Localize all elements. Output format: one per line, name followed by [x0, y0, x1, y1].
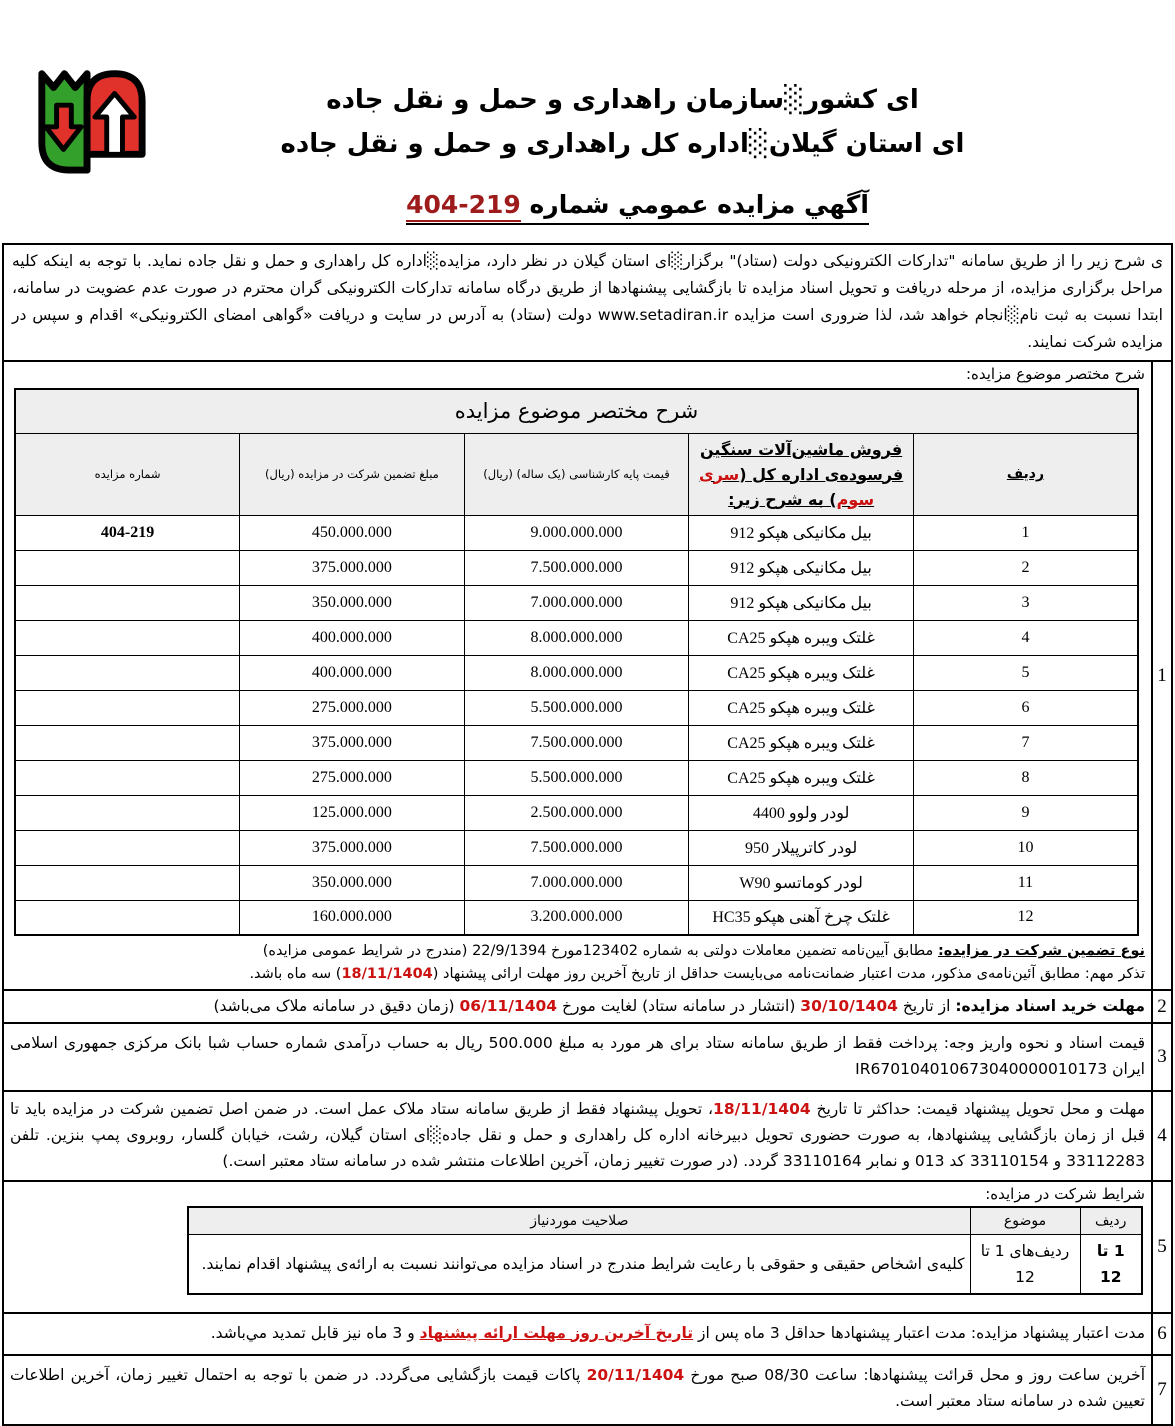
section-4	[4, 1092, 1171, 1182]
section-4-number: 4	[1151, 1092, 1171, 1180]
conditions-header-row	[188, 1207, 1142, 1234]
auction-items-tbody	[15, 515, 1138, 935]
cell-auction-no	[15, 585, 240, 620]
cell-auction-no	[15, 865, 240, 900]
section-2-body	[4, 991, 1151, 1022]
auction-items-table	[14, 388, 1139, 936]
section-5-body	[4, 1182, 1151, 1312]
table-caption-row	[15, 389, 1138, 433]
table-row	[15, 515, 1138, 550]
cell-description: لودر ولوو 4400	[689, 795, 914, 830]
cell-radif: 5	[913, 655, 1138, 690]
cell-description: غلتک ویبره هپکو CA25	[689, 655, 914, 690]
cell-guarantee: 375.000.000	[240, 550, 465, 585]
section-6-text-2: و 3 ماه نیز قابل تمدید مي‌باشد.	[210, 1323, 420, 1342]
conditions-table-wrap	[10, 1204, 1145, 1309]
cell-description: لودر کوماتسو W90	[689, 865, 914, 900]
section-2-text-3: (زمان دقیق در سامانه ملاک می‌باشد)	[213, 997, 460, 1015]
section-7	[4, 1356, 1171, 1426]
cell-guarantee: 375.000.000	[240, 725, 465, 760]
cell-base-price: 7.500.000.000	[464, 550, 689, 585]
guarantee-note	[10, 940, 1145, 963]
page-title	[406, 190, 869, 225]
section-3-number: 3	[1151, 1024, 1171, 1090]
cell-auction-no	[15, 795, 240, 830]
section-6-label: مدت اعتبار پیشنهاد مزایده:	[970, 1323, 1145, 1342]
cell-base-price: 7.000.000.000	[464, 865, 689, 900]
col-header-sub-mozu: موضوع	[970, 1207, 1080, 1234]
cell-radif: 11	[913, 865, 1138, 900]
cell-guarantee: 375.000.000	[240, 830, 465, 865]
section-6-number: 6	[1151, 1314, 1171, 1354]
section-4-label: مهلت و محل تحویل پیشنهاد قیمت:	[916, 1100, 1145, 1118]
desc-pre: فروش ماشین‌آلات سنگین فرسوده‌ی اداره کل (	[700, 439, 904, 484]
notice-number: 404-219	[406, 190, 521, 222]
section-4-text	[10, 1096, 1145, 1174]
table-header-row	[15, 433, 1138, 515]
desc-post: ) به شرح زیر:	[728, 489, 837, 509]
section-6-underlined: تاریخ آخرین روز مهلت ارائه پیشنهاد	[419, 1323, 694, 1342]
cell-auction-no	[15, 690, 240, 725]
section-2-date-from: 30/10/1404	[800, 997, 898, 1015]
section-7-body	[4, 1356, 1151, 1424]
table-row	[15, 690, 1138, 725]
important-note-pre: تذکر مهم: مطابق آئین‌نامه‌ی مذکور، مدت اعتبار ضمانت‌نامه می‌بایست حداقل از تاریخ آخرین روز مهلت ارائی پیشنهاد (	[432, 966, 1145, 982]
section-2	[4, 991, 1171, 1024]
cell-base-price: 7.500.000.000	[464, 830, 689, 865]
cell-radif: 3	[913, 585, 1138, 620]
section-4-text-2: ، تحویل پیشنهاد فقط از طریق سامانه ستاد ملاک عمل است. در ضمن اصل تضمین شرکت در مزایده باید تا قبل از زمان بازگشایی پیشنهادها، به صورت حضوری تحویل دبیرخانه اداره کل راهداری و حمل و نقل جاده░ای استان گیلان، رشت، خیابان گلسار، روبروی پمپ بنزین. تلفن 33112283 و 33110154 کد 013 و نمابر 33110164 گردد. (در صورت تغییر زمان، آخرین اطلاعات منتشر شده در سامانه ستاد معتبر است.)	[10, 1100, 1145, 1170]
conditions-table	[187, 1206, 1143, 1295]
organization-titles	[0, 78, 1175, 166]
cell-radif: 12	[913, 900, 1138, 935]
cell-guarantee: 450.000.000	[240, 515, 465, 550]
section-2-label: مهلت خرید اسناد مزایده:	[955, 997, 1145, 1015]
section-2-text-1: از تاریخ	[897, 997, 956, 1015]
col-header-sub-salahiat: صلاحیت موردنیاز	[188, 1207, 970, 1234]
col-header-guarantee: مبلغ تضمین شرکت در مزایده (ریال)	[240, 433, 465, 515]
org-title-line-1: ای کشور░سازمان راهداری و حمل و نقل جاده	[326, 85, 919, 115]
section-5-number: 5	[1151, 1182, 1171, 1312]
cell-description: غلتک ویبره هپکو CA25	[689, 690, 914, 725]
cell-radif: 10	[913, 830, 1138, 865]
section-1-number: 1	[1151, 362, 1171, 989]
section-7-text-2: پاکات قیمت بازگشایی می‌گردد. در ضمن با توجه به احتمال تغییر زمان، آخرین اطلاعات تعیین شده در سامانه ستاد معتبر است.	[10, 1365, 1145, 1410]
table-row	[15, 900, 1138, 935]
section-3-iban: IR670104010673040000010173	[855, 1060, 1108, 1078]
section-5	[4, 1182, 1171, 1314]
section-7-number: 7	[1151, 1356, 1171, 1424]
cell-description: غلتک ویبره هپکو CA25	[689, 725, 914, 760]
notice-title-container	[0, 190, 1175, 225]
cell-radif: 8	[913, 760, 1138, 795]
cell-guarantee: 275.000.000	[240, 760, 465, 795]
cell-auction-no	[15, 550, 240, 585]
table-row	[15, 655, 1138, 690]
cell-auction-no	[15, 830, 240, 865]
cell-auction-no	[15, 760, 240, 795]
important-note-post: ) سه ماه باشد.	[249, 966, 342, 982]
section-2-text-2: (انتشار در سامانه ستاد) لغایت مورخ	[557, 997, 801, 1015]
org-title-line-2: ای استان گیلان░اداره کل راهداری و حمل و نقل جاده	[280, 129, 965, 159]
section-1-body	[4, 362, 1151, 989]
cell-description: بیل مکانیکی هپکو 912	[689, 585, 914, 620]
cell-sub-salahiat: کلیه‌ی اشخاص حقیقی و حقوقی با رعایت شرایط مندرج در اسناد مزایده می‌توانند نسبت به ارائه‌ی پیشنهاد اقدام نمایند.	[188, 1234, 970, 1294]
section-3-text	[10, 1030, 1145, 1082]
cell-radif: 2	[913, 550, 1138, 585]
section-1	[4, 362, 1171, 991]
conditions-tbody	[188, 1234, 1142, 1294]
section-1-heading: شرح مختصر موضوع مزایده:	[965, 365, 1145, 383]
table-row	[15, 620, 1138, 655]
col-header-auction-no: شماره مزایده	[15, 433, 240, 515]
col-header-description	[689, 433, 914, 515]
section-2-text	[10, 993, 1145, 1019]
cell-sub-mozu: ردیف‌های 1 تا 12	[970, 1234, 1080, 1294]
cell-guarantee: 125.000.000	[240, 795, 465, 830]
table-row	[15, 760, 1138, 795]
section-6-text	[10, 1320, 1145, 1346]
table-row	[15, 725, 1138, 760]
cell-description: غلتک ویبره هپکو CA25	[689, 760, 914, 795]
cell-base-price: 5.500.000.000	[464, 760, 689, 795]
document-header	[0, 0, 1175, 219]
cell-radif: 7	[913, 725, 1138, 760]
cell-base-price: 3.200.000.000	[464, 900, 689, 935]
section-6-body	[4, 1314, 1151, 1354]
cell-radif: 4	[913, 620, 1138, 655]
intro-text: ی شرح زیر را از طریق سامانه "تدارکات الکترونیکی دولت (ستاد)" برگزار░ای استان گیلان در نظر دارد، مزایده░اداره کل راهداری و حمل و نقل جاده نماید. با توجه به اینکه کلیه مراحل برگزاری مزایده، از مرحله دریافت و تحویل اسناد مزایده تا بازگشایی پیشنهادها از طریق درگاه سامانه تدارکات الکترونیکی گران محترم در صورت عدم عضویت در سامانه، ابتدا نسبت به ثبت نام░انجام خواهد شد، لذا ضروری است مزایده www.setadiran.ir دولت (ستاد) به آدرس در سایت و دریافت «گواهی امضای الکترونیکی» اقدام و سپس در مزایده شرکت نمایند.	[12, 252, 1163, 351]
cell-guarantee: 350.000.000	[240, 865, 465, 900]
cell-base-price: 8.000.000.000	[464, 620, 689, 655]
cell-base-price: 8.000.000.000	[464, 655, 689, 690]
cell-guarantee: 400.000.000	[240, 620, 465, 655]
section-7-text-1: آخرین ساعت روز و محل قرائت پیشنهادها: ساعت 08/30 صبح مورخ	[684, 1365, 1146, 1384]
section-3	[4, 1024, 1171, 1092]
table-row	[15, 865, 1138, 900]
table-caption: شرح مختصر موضوع مزایده	[15, 389, 1138, 433]
important-note	[10, 963, 1145, 986]
section-3-label: قیمت اسناد و نحوه واریز وجه:	[943, 1034, 1145, 1052]
col-header-sub-radif: ردیف	[1080, 1207, 1142, 1234]
table-row	[15, 830, 1138, 865]
guarantee-note-text: مطابق آیین‌نامه تضمین معاملات دولتی به شماره 123402مورخ 22/9/1394 (مندرج در شرایط عمومی مزایده)	[262, 943, 938, 959]
cell-base-price: 7.500.000.000	[464, 725, 689, 760]
cell-radif: 9	[913, 795, 1138, 830]
auction-items-table-wrap	[10, 384, 1145, 940]
desc-highlight: سری سوم	[698, 464, 875, 509]
section-4-text-1: حداکثر تا تاریخ	[810, 1100, 917, 1118]
cell-description: لودر کاترپیلار 950	[689, 830, 914, 865]
col-header-radif: ردیف	[913, 433, 1138, 515]
section-3-text-1: پرداخت فقط از طریق سامانه ستاد برای هر مورد به مبلغ 500.000 ریال به حساب درآمدی شماره حساب شبا بانک مرکزی جمهوری اسلامی ایران	[10, 1034, 1145, 1078]
table-row	[15, 550, 1138, 585]
list-item	[188, 1234, 1142, 1294]
table-row	[15, 585, 1138, 620]
cell-auction-no: 404-219	[15, 515, 240, 550]
cell-auction-no	[15, 900, 240, 935]
section-2-date-to: 06/11/1404	[459, 997, 558, 1015]
cell-sub-radif: 1 تا 12	[1080, 1234, 1142, 1294]
cell-description: غلتک چرخ آهنی هپکو HC35	[689, 900, 914, 935]
cell-base-price: 9.000.000.000	[464, 515, 689, 550]
intro-paragraph-block	[4, 245, 1171, 362]
table-row	[15, 795, 1138, 830]
cell-description: بیل مکانیکی هپکو 912	[689, 550, 914, 585]
cell-radif: 6	[913, 690, 1138, 725]
section-7-text	[10, 1362, 1145, 1414]
cell-auction-no	[15, 655, 240, 690]
cell-guarantee: 275.000.000	[240, 690, 465, 725]
cell-radif: 1	[913, 515, 1138, 550]
guarantee-note-label: نوع تضمین شرکت در مزایده:	[937, 943, 1145, 959]
section-4-body	[4, 1092, 1151, 1180]
notice-body	[2, 243, 1173, 1426]
section-5-heading: شرایط شرکت در مزایده:	[985, 1185, 1145, 1203]
section-4-date: 18/11/1404	[713, 1100, 811, 1118]
section-6	[4, 1314, 1171, 1356]
cell-description: غلتک ویبره هپکو CA25	[689, 620, 914, 655]
section-3-body	[4, 1024, 1151, 1090]
col-header-base-price: قیمت پایه کارشناسی (یک ساله) (ریال)	[464, 433, 689, 515]
notice-title-text: آگهي مزايده عمومي شماره	[529, 190, 869, 219]
cell-base-price: 2.500.000.000	[464, 795, 689, 830]
cell-base-price: 5.500.000.000	[464, 690, 689, 725]
cell-description: بیل مکانیکی هپکو 912	[689, 515, 914, 550]
cell-guarantee: 160.000.000	[240, 900, 465, 935]
cell-auction-no	[15, 725, 240, 760]
section-2-number: 2	[1151, 991, 1171, 1022]
cell-guarantee: 350.000.000	[240, 585, 465, 620]
important-note-date: 18/11/1404	[341, 966, 433, 982]
section-7-date: 20/11/1404	[586, 1365, 685, 1384]
cell-auction-no	[15, 620, 240, 655]
cell-base-price: 7.000.000.000	[464, 585, 689, 620]
cell-guarantee: 400.000.000	[240, 655, 465, 690]
section-6-text-1: مدت اعتبار پیشنهادها حداقل 3 ماه پس از	[693, 1323, 971, 1342]
